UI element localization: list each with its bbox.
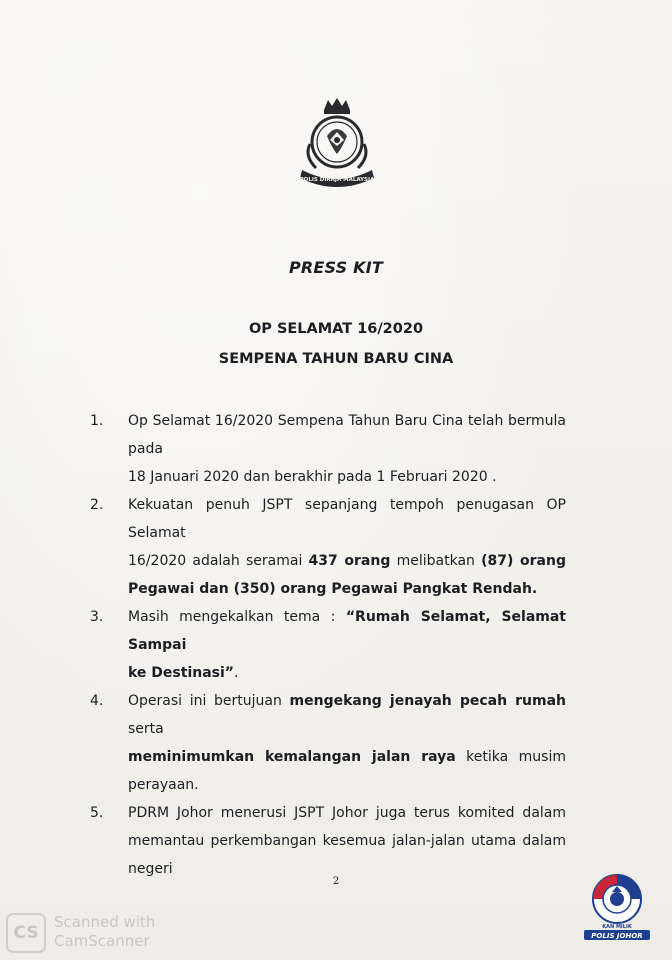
crest-motto: POLIS DIRAJA MALAYSIA	[299, 177, 375, 183]
theme-text: “Rumah Selamat, Selamat Sampai	[128, 609, 566, 653]
paragraph-line: perayaan.	[128, 777, 199, 793]
paragraph-number: 4.	[90, 693, 104, 709]
polis-diraja-malaysia-crest-icon	[294, 96, 380, 188]
operation-title: OP SELAMAT 16/2020	[248, 321, 424, 337]
objective-text: meminimumkan kemalangan jalan raya	[128, 749, 456, 765]
camscanner-icon: CS	[6, 913, 46, 953]
text-run: Masih mengekalkan tema :	[128, 609, 346, 625]
operation-subtitle: SEMPENA TAHUN BARU CINA	[218, 351, 454, 367]
text-run: Operasi ini bertujuan	[128, 693, 290, 709]
paragraph-line: PDRM Johor menerusi JSPT Johor juga terus komited dalam	[128, 805, 566, 821]
stamp-small-label: KAN MILIK	[602, 924, 632, 930]
paragraph-line	[128, 687, 566, 743]
theme-text: ke Destinasi”	[128, 665, 234, 681]
paragraph-5	[90, 799, 566, 883]
paragraph-2	[90, 491, 566, 603]
stamp-label: POLIS JOHOR	[591, 932, 643, 940]
paragraph-number: 5.	[90, 805, 104, 821]
officer-count: (87) orang	[481, 553, 566, 569]
text-run: serta	[128, 721, 164, 737]
paragraph-line: memantau perkembangan kesemua jalan-jalan utama dalam negeri	[128, 833, 566, 877]
camscanner-text	[54, 913, 155, 951]
paragraph-line	[128, 743, 566, 771]
paragraph-line	[128, 603, 566, 659]
text-run: ketika musim	[455, 749, 566, 765]
paragraph-3	[90, 603, 566, 687]
camscanner-watermark	[6, 913, 176, 955]
paragraph-number: 2.	[90, 497, 104, 513]
text-run: melibatkan	[390, 553, 482, 569]
paragraph-line	[128, 547, 566, 575]
paragraph-4	[90, 687, 567, 799]
watermark-line: CamScanner	[54, 932, 150, 950]
paragraph-line: 18 Januari 2020 dan berakhir pada 1 Februari 2020 .	[128, 469, 497, 485]
page-number: 2	[332, 876, 340, 887]
polis-johor-stamp-icon	[582, 872, 652, 942]
paragraph-line	[128, 659, 566, 687]
paragraph-line: Kekuatan penuh JSPT sepanjang tempoh penugasan OP Selamat	[128, 497, 566, 541]
press-kit-heading: PRESS KIT	[288, 258, 384, 277]
paragraph-number: 1.	[90, 413, 104, 429]
watermark-line: Scanned with	[54, 913, 156, 931]
paragraph-number: 3.	[90, 609, 104, 625]
paragraph-line-bold: Pegawai dan (350) orang Pegawai Pangkat Rendah.	[128, 581, 538, 597]
paragraph-line: Op Selamat 16/2020 Sempena Tahun Baru Cina telah bermula pada	[128, 413, 566, 457]
text-run: 16/2020 adalah seramai	[128, 553, 309, 569]
officer-total: 437 orang	[308, 553, 391, 569]
objective-text: mengekang jenayah pecah rumah	[289, 693, 567, 709]
paragraph-1	[90, 407, 566, 491]
text-run: .	[234, 665, 239, 681]
